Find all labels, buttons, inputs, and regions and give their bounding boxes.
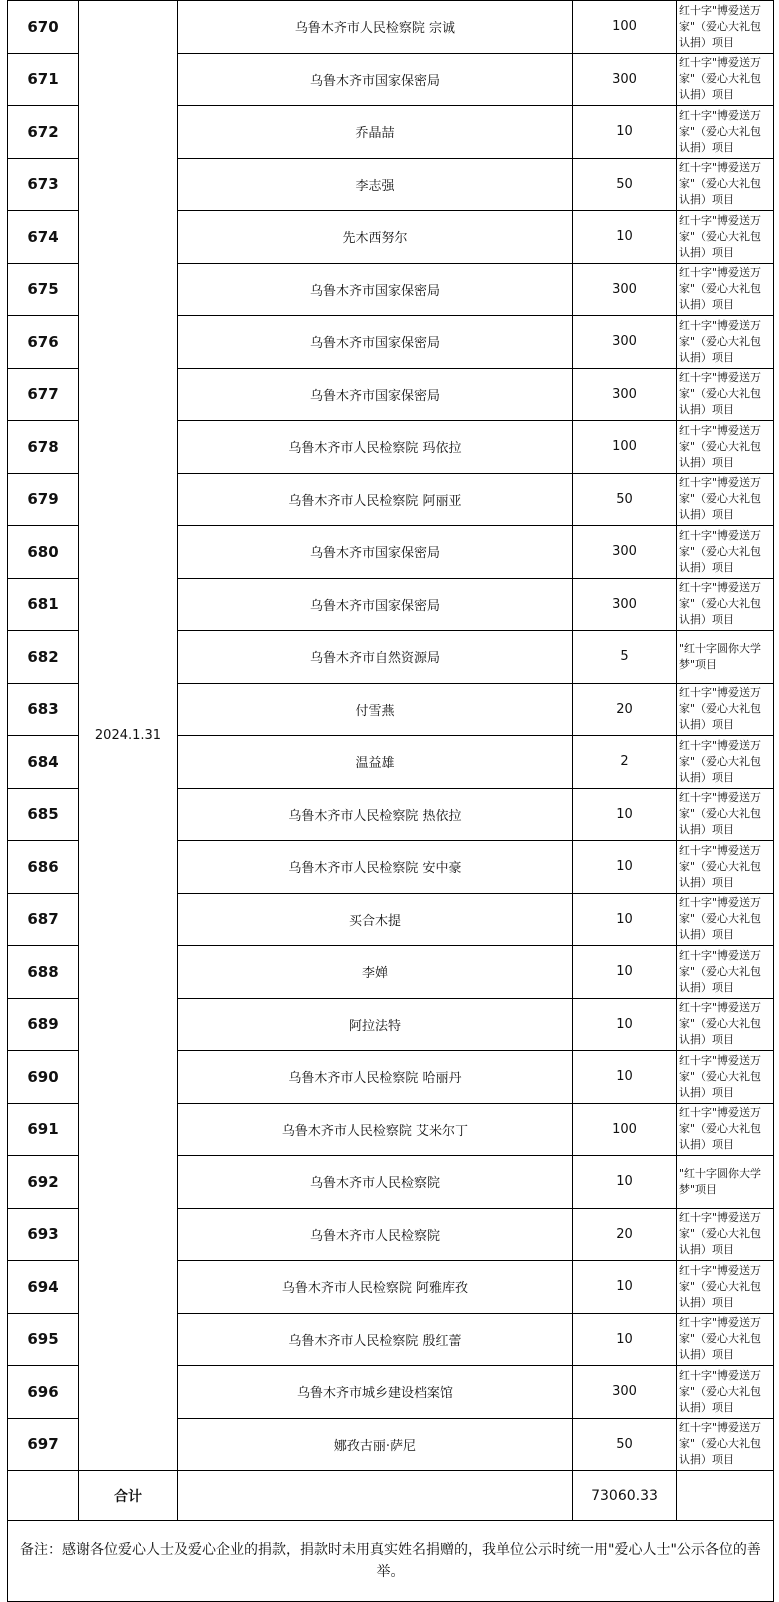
donation-project (677, 526, 774, 579)
donation-project (677, 1051, 774, 1104)
donation-amount: 300 (573, 526, 677, 579)
row-number: 670 (8, 1, 79, 54)
donation-amount: 10 (573, 841, 677, 894)
donation-project (677, 1156, 774, 1209)
row-number: 674 (8, 211, 79, 264)
row-number: 684 (8, 736, 79, 789)
donation-amount: 20 (573, 683, 677, 736)
donation-amount: 300 (573, 578, 677, 631)
donation-project (677, 106, 774, 159)
donation-project (677, 788, 774, 841)
donation-amount: 2 (573, 736, 677, 789)
row-number: 682 (8, 631, 79, 684)
project-text: 红十字"博爱送万家"（爱心大礼包认捐）项目 (679, 476, 762, 522)
donor-name: 乌鲁木齐市人民检察院 安中豪 (178, 841, 573, 894)
donor-name: 乌鲁木齐市国家保密局 (178, 368, 573, 421)
project-text: 红十字"博爱送万家"（爱心大礼包认捐）项目 (679, 1106, 762, 1152)
donor-name: 乌鲁木齐市人民检察院 (178, 1156, 573, 1209)
project-text: 红十字"博爱送万家"（爱心大礼包认捐）项目 (679, 423, 762, 469)
donor-name: 乌鲁木齐市人民检察院 宗诚 (178, 1, 573, 54)
donation-project (677, 316, 774, 369)
donation-rows (8, 1, 774, 1471)
donation-table-sheet (7, 0, 773, 1599)
donation-project (677, 998, 774, 1051)
donor-name: 娜孜古丽·萨尼 (178, 1418, 573, 1471)
row-number: 686 (8, 841, 79, 894)
row-number: 696 (8, 1366, 79, 1419)
row-number: 688 (8, 946, 79, 999)
row-number: 676 (8, 316, 79, 369)
row-number: 678 (8, 421, 79, 474)
row-number: 694 (8, 1261, 79, 1314)
donor-name: 乌鲁木齐市人民检察院 哈丽丹 (178, 1051, 573, 1104)
donor-name: 乌鲁木齐市国家保密局 (178, 53, 573, 106)
donation-project (677, 473, 774, 526)
donation-amount: 50 (573, 473, 677, 526)
donation-project (677, 841, 774, 894)
donation-amount: 10 (573, 1051, 677, 1104)
project-text: "红十字圆你大学梦"项目 (679, 1166, 762, 1196)
row-number: 693 (8, 1208, 79, 1261)
donation-project (677, 946, 774, 999)
donation-amount: 10 (573, 788, 677, 841)
total-empty-cell (8, 1471, 79, 1521)
donation-amount: 10 (573, 211, 677, 264)
donation-amount: 10 (573, 893, 677, 946)
donor-name: 乔晶喆 (178, 106, 573, 159)
donation-project (677, 263, 774, 316)
row-number: 685 (8, 788, 79, 841)
row-number: 690 (8, 1051, 79, 1104)
donation-project (677, 578, 774, 631)
donor-name: 乌鲁木齐市人民检察院 阿丽亚 (178, 473, 573, 526)
donor-name: 乌鲁木齐市国家保密局 (178, 526, 573, 579)
project-text: 红十字"博爱送万家"（爱心大礼包认捐）项目 (679, 1001, 762, 1047)
remark-text: 备注：感谢各位爱心人士及爱心企业的捐款，捐款时未用真实姓名捐赠的，我单位公示时统一用"爱心人士"公示各位的善举。 (8, 1521, 774, 1602)
donation-project (677, 1418, 774, 1471)
donation-amount: 10 (573, 946, 677, 999)
row-number: 695 (8, 1313, 79, 1366)
project-text: 红十字"博爱送万家"（爱心大礼包认捐）项目 (679, 56, 762, 102)
donor-name: 乌鲁木齐市人民检察院 阿雅库孜 (178, 1261, 573, 1314)
donation-amount: 100 (573, 421, 677, 474)
donation-project (677, 211, 774, 264)
row-number: 689 (8, 998, 79, 1051)
total-label: 合计 (79, 1471, 178, 1521)
donation-date: 2024.1.31 (79, 1, 178, 1471)
donor-name: 乌鲁木齐市城乡建设档案馆 (178, 1366, 573, 1419)
table-row (8, 1, 774, 54)
donation-project (677, 1313, 774, 1366)
donation-amount: 100 (573, 1103, 677, 1156)
project-text: 红十字"博爱送万家"（爱心大礼包认捐）项目 (679, 1053, 762, 1099)
donation-amount: 300 (573, 316, 677, 369)
donation-project (677, 158, 774, 211)
total-amount: 73060.33 (573, 1471, 677, 1521)
donor-name: 付雪燕 (178, 683, 573, 736)
project-text: 红十字"博爱送万家"（爱心大礼包认捐）项目 (679, 1368, 762, 1414)
donation-project (677, 1, 774, 54)
donor-name: 乌鲁木齐市自然资源局 (178, 631, 573, 684)
row-number: 671 (8, 53, 79, 106)
donor-name: 乌鲁木齐市人民检察院 玛依拉 (178, 421, 573, 474)
donation-project (677, 1366, 774, 1419)
project-text: 红十字"博爱送万家"（爱心大礼包认捐）项目 (679, 896, 762, 942)
donation-amount: 10 (573, 1313, 677, 1366)
donation-project (677, 421, 774, 474)
row-number: 687 (8, 893, 79, 946)
donation-table (7, 0, 774, 1602)
donor-name: 李婵 (178, 946, 573, 999)
project-text: 红十字"博爱送万家"（爱心大礼包认捐）项目 (679, 843, 762, 889)
project-text: 红十字"博爱送万家"（爱心大礼包认捐）项目 (679, 686, 762, 732)
donation-project (677, 631, 774, 684)
donation-amount: 300 (573, 263, 677, 316)
project-text: 红十字"博爱送万家"（爱心大礼包认捐）项目 (679, 213, 762, 259)
donation-project (677, 1208, 774, 1261)
project-text: 红十字"博爱送万家"（爱心大礼包认捐）项目 (679, 528, 762, 574)
project-text: "红十字圆你大学梦"项目 (679, 641, 762, 671)
total-empty-cell (178, 1471, 573, 1521)
project-text: 红十字"博爱送万家"（爱心大礼包认捐）项目 (679, 1421, 762, 1467)
row-number: 692 (8, 1156, 79, 1209)
project-text: 红十字"博爱送万家"（爱心大礼包认捐）项目 (679, 371, 762, 417)
project-text: 红十字"博爱送万家"（爱心大礼包认捐）项目 (679, 1316, 762, 1362)
donation-amount: 100 (573, 1, 677, 54)
donation-amount: 300 (573, 1366, 677, 1419)
remark-row (8, 1521, 774, 1602)
row-number: 672 (8, 106, 79, 159)
row-number: 681 (8, 578, 79, 631)
total-row (8, 1471, 774, 1521)
row-number: 680 (8, 526, 79, 579)
project-text: 红十字"博爱送万家"（爱心大礼包认捐）项目 (679, 108, 762, 154)
project-text: 红十字"博爱送万家"（爱心大礼包认捐）项目 (679, 266, 762, 312)
project-text: 红十字"博爱送万家"（爱心大礼包认捐）项目 (679, 161, 762, 207)
donation-project (677, 53, 774, 106)
donor-name: 乌鲁木齐市国家保密局 (178, 316, 573, 369)
project-text: 红十字"博爱送万家"（爱心大礼包认捐）项目 (679, 738, 762, 784)
row-number: 673 (8, 158, 79, 211)
donor-name: 温益雄 (178, 736, 573, 789)
donation-project (677, 893, 774, 946)
project-text: 红十字"博爱送万家"（爱心大礼包认捐）项目 (679, 581, 762, 627)
project-text: 红十字"博爱送万家"（爱心大礼包认捐）项目 (679, 791, 762, 837)
donation-amount: 300 (573, 368, 677, 421)
donation-amount: 10 (573, 998, 677, 1051)
project-text: 红十字"博爱送万家"（爱心大礼包认捐）项目 (679, 948, 762, 994)
donation-amount: 10 (573, 106, 677, 159)
row-number: 683 (8, 683, 79, 736)
donor-name: 乌鲁木齐市人民检察院 (178, 1208, 573, 1261)
donation-amount: 20 (573, 1208, 677, 1261)
project-text: 红十字"博爱送万家"（爱心大礼包认捐）项目 (679, 3, 762, 49)
donation-amount: 10 (573, 1261, 677, 1314)
donor-name: 乌鲁木齐市人民检察院 热依拉 (178, 788, 573, 841)
row-number: 675 (8, 263, 79, 316)
project-text: 红十字"博爱送万家"（爱心大礼包认捐）项目 (679, 1211, 762, 1257)
row-number: 677 (8, 368, 79, 421)
donor-name: 先木西努尔 (178, 211, 573, 264)
row-number: 679 (8, 473, 79, 526)
donor-name: 阿拉法特 (178, 998, 573, 1051)
donation-amount: 5 (573, 631, 677, 684)
donation-project (677, 1261, 774, 1314)
donor-name: 乌鲁木齐市国家保密局 (178, 263, 573, 316)
donation-amount: 50 (573, 1418, 677, 1471)
donor-name: 李志强 (178, 158, 573, 211)
project-text: 红十字"博爱送万家"（爱心大礼包认捐）项目 (679, 1263, 762, 1309)
row-number: 691 (8, 1103, 79, 1156)
total-empty-cell (677, 1471, 774, 1521)
donor-name: 乌鲁木齐市人民检察院 殷红蕾 (178, 1313, 573, 1366)
donation-amount: 10 (573, 1156, 677, 1209)
donation-project (677, 1103, 774, 1156)
donation-project (677, 683, 774, 736)
project-text: 红十字"博爱送万家"（爱心大礼包认捐）项目 (679, 318, 762, 364)
donor-name: 乌鲁木齐市国家保密局 (178, 578, 573, 631)
donor-name: 买合木提 (178, 893, 573, 946)
donor-name: 乌鲁木齐市人民检察院 艾米尔丁 (178, 1103, 573, 1156)
donation-project (677, 368, 774, 421)
donation-amount: 300 (573, 53, 677, 106)
row-number: 697 (8, 1418, 79, 1471)
donation-amount: 50 (573, 158, 677, 211)
donation-project (677, 736, 774, 789)
